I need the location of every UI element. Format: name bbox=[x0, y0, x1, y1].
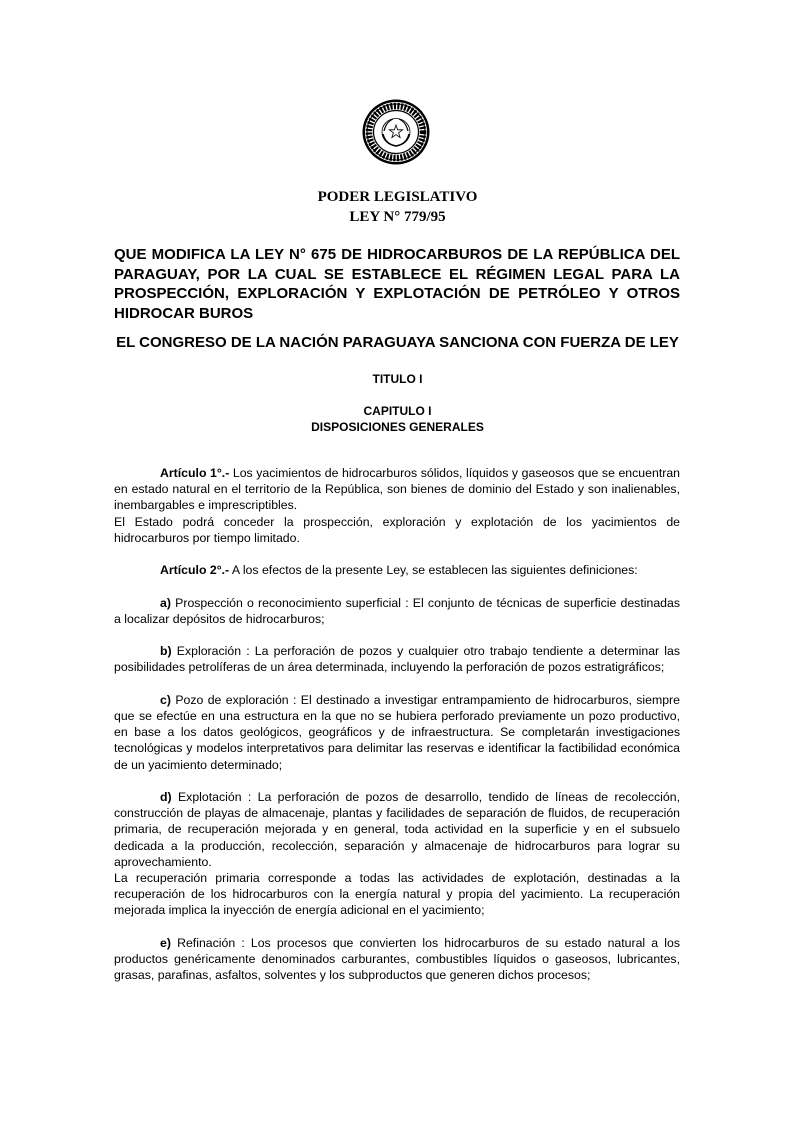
chapter-name: DISPOSICIONES GENERALES bbox=[311, 420, 484, 434]
definition-d-text: Explotación : La perforación de pozos de desarrollo, tendido de líneas de recolección, construcción de playas de almacenaje, plantas y facilidades de separación de fluidos, de recuperación primaria, de recuperación mejorada y en general, toda actividad en la superficie y en el subsuelo dedicada a la producción, recolección, separación y almacenaje de hidrocarburos para lograr su aprovechamiento. bbox=[114, 789, 681, 869]
definition-a-text: Prospección o reconocimiento superficial : El conjunto de técnicas de superficie destinadas a localizar depósitos de hidrocarburos; bbox=[114, 595, 680, 626]
definition-d bbox=[114, 789, 680, 870]
article-2-paragraph bbox=[114, 562, 680, 578]
definition-e-label: e) bbox=[160, 935, 171, 950]
enacting-clause: EL CONGRESO DE LA NACIÓN PARAGUAYA SANCIONA CON FUERZA DE LEY bbox=[116, 334, 679, 351]
article-1-text: Los yacimientos de hidrocarburos sólidos, líquidos y gaseosos que se encuentran en estado natural en el territorio de la República, son bienes de dominio del Estado y son inalienables, inembargables e imprescriptibles. bbox=[114, 466, 681, 513]
definition-a-label: a) bbox=[160, 595, 171, 610]
definition-d-label: d) bbox=[160, 789, 172, 804]
definition-c bbox=[114, 692, 680, 773]
title-heading: TITULO I bbox=[372, 372, 423, 386]
article-2-text: A los efectos de la presente Ley, se establecen las siguientes definiciones: bbox=[231, 563, 638, 578]
article-1-label: Artículo 1°.- bbox=[160, 466, 230, 480]
article-1-paragraph-2: El Estado podrá conceder la prospección, exploración y explotación de los yacimientos de hidrocarburos por tiempo limitado. bbox=[114, 514, 680, 545]
header-legislative-power: PODER LEGISLATIVO bbox=[317, 189, 478, 205]
article-1-paragraph bbox=[114, 465, 680, 514]
chapter-heading: CAPITULO I bbox=[363, 404, 432, 418]
definition-c-label: c) bbox=[160, 692, 171, 707]
law-title: QUE MODIFICA LA LEY N° 675 DE HIDROCARBUROS DE LA REPÚBLICA DEL PARAGUAY, POR LA CUAL SE ESTABLECE EL RÉGIMEN LEGAL PARA LA PROSPECCIÓN, EXPLORACIÓN Y EXPLOTACIÓN DE PETRÓLEO Y OTROS HIDROCAR BUROS bbox=[114, 246, 680, 322]
definition-b-text: Exploración : La perforación de pozos y cualquier otro trabajo tendiente a determinar las posibilidades petrolíferas de un área determinada, incluyendo la perforación de pozos estratigráficos; bbox=[114, 644, 681, 675]
definition-c-text: Pozo de exploración : El destinado a investigar entrampamiento de hidrocarburos, siempre que se efectúe en una estructura en la que no se hubiera perforado previamente un pozo productivo, en base a los datos geológicos, geográficos y de infraestructura. Se completarán investigaciones tecnológicas y modelos interpretativos para delimitar las reservas e identificar la factibilidad económica de un yacimiento determinado; bbox=[114, 692, 680, 772]
definition-e bbox=[114, 935, 680, 984]
definition-e-text: Refinación : Los procesos que convierten los hidrocarburos de su estado natural a los productos genéricamente denominados carburantes, combustibles líquidos o gaseosos, lubricantes, grasas, parafinas, asfaltos, solventes y los subproductos que generen dichos procesos; bbox=[114, 935, 680, 983]
definition-a bbox=[114, 595, 680, 627]
header-law-number: LEY N° 779/95 bbox=[349, 209, 446, 225]
article-2-label: Artículo 2°.- bbox=[160, 563, 230, 578]
document-body bbox=[114, 465, 680, 983]
definition-b-label: b) bbox=[160, 644, 172, 659]
paraguay-seal-icon bbox=[361, 98, 431, 166]
definition-d-paragraph-2: La recuperación primaria corresponde a todas las actividades de explotación, destinadas a la recuperación de los hidrocarburos con la energía natural y propia del yacimiento. La recuperación mejorada implica la inyección de energía adicional en el yacimiento; bbox=[114, 871, 680, 918]
definition-b bbox=[114, 643, 680, 675]
